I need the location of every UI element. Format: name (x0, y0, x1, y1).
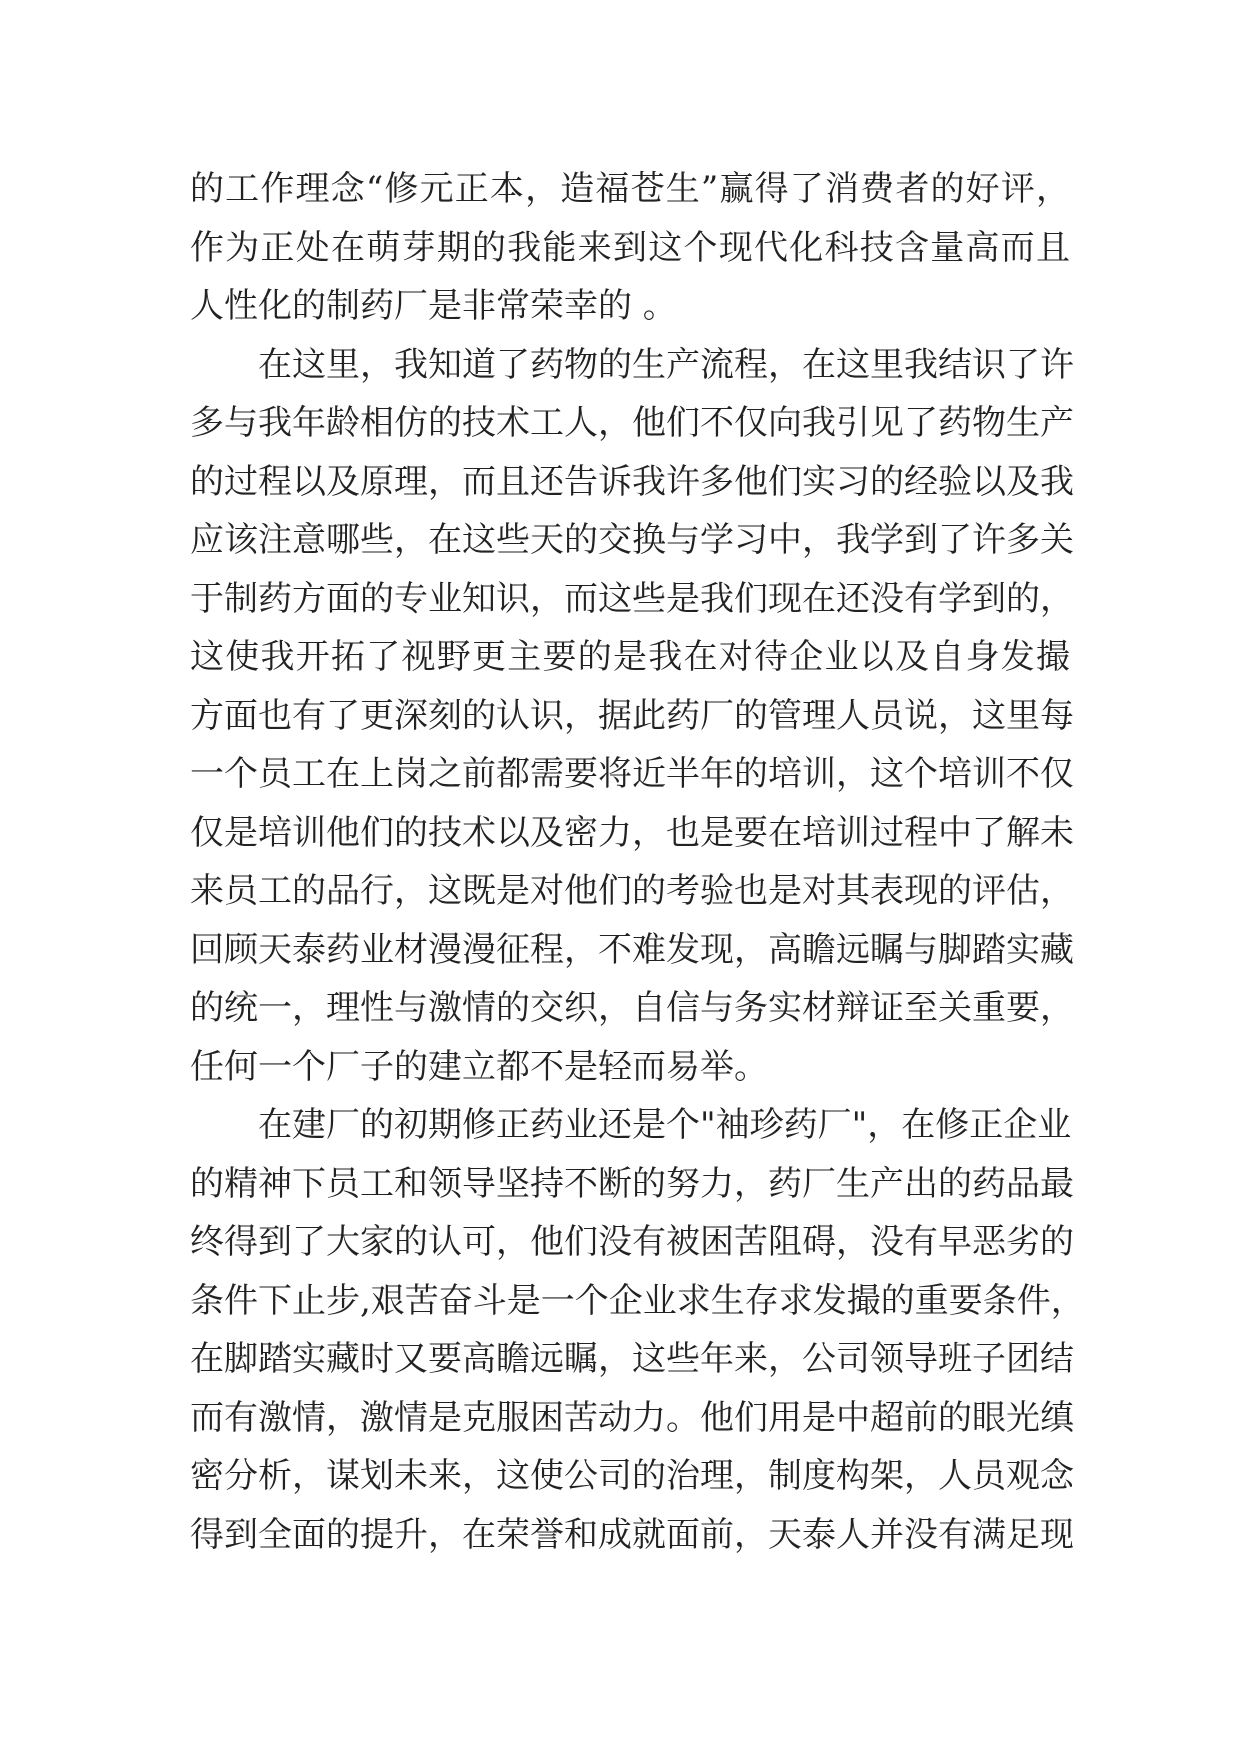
text-line: 在这里，我知道了药物的生产流程，在这里我结识了许 (258, 344, 1074, 385)
text-line: 而有激情，激情是克服困苦动力。他们用是中超前的眼光缜 (190, 1397, 1074, 1438)
text-line: 在脚踏实藏时又要高瞻远瞩，这些年来，公司领导班子团结 (190, 1339, 1074, 1379)
text-line: 方面也有了更深刻的认识，据此药厂的管理人员说，这里每 (190, 695, 1074, 736)
text-line: 终得到了大家的认可，他们没有被困苦阻碍，没有早恶劣的 (190, 1222, 1074, 1262)
text-line: 条件下止步,艰苦奋斗是一个企业求生存求发撮的重要条件， (190, 1280, 1085, 1321)
text-line: 得到全面的提升，在荣誉和成就面前，天泰人并没有满足现 (190, 1514, 1074, 1555)
text-line: 作为正处在萌芽期的我能来到这个现代化科技含量高而且 (190, 227, 1070, 268)
text-line: 于制药方面的专业知识，而这些是我们现在还没有学到的， (190, 578, 1074, 619)
text-line: 在建厂的初期修正药业还是个"袖珍药厂"，在修正企业 (258, 1105, 1072, 1145)
text-line: 密分析，谋划未来，这使公司的治理，制度构架，人员观念 (190, 1456, 1074, 1496)
text-line: 仅是培训他们的技术以及密力，也是要在培训过程中了解未 (190, 812, 1074, 853)
document-body (190, 160, 1085, 1564)
text-line: 的精神下员工和领导坚持不断的努力，药厂生产出的药品最 (190, 1163, 1074, 1204)
text-line: 的过程以及原理，而且还告诉我许多他们实习的经验以及我 (190, 461, 1074, 502)
text-line: 回顾天泰药业材漫漫征程，不难发现，高瞻远瞩与脚踏实藏 (190, 929, 1074, 970)
text-line: 来员工的品行，这既是对他们的考验也是对其表现的评估， (190, 871, 1074, 911)
text-line: 任何一个厂子的建立都不是轻而易举。 (190, 1046, 768, 1087)
text-line: 一个员工在上岗之前都需要将近半年的培训，这个培训不仅 (190, 754, 1074, 794)
text-line: 的工作理念“修元正本，造福苍生”赢得了消费者的好评， (190, 169, 1070, 209)
text-line: 人性化的制药厂是非常荣幸的 。 (190, 286, 677, 326)
text-line: 多与我年龄相仿的技术工人，他们不仅向我引见了药物生产 (190, 403, 1074, 443)
text-line: 这使我开拓了视野更主要的是我在对待企业以及自身发撮 (190, 637, 1070, 677)
text-line: 应该注意哪些，在这些天的交换与学习中，我学到了许多关 (190, 520, 1074, 560)
text-line: 的统一，理性与激情的交织，自信与务实材辩证至关重要， (190, 988, 1074, 1028)
